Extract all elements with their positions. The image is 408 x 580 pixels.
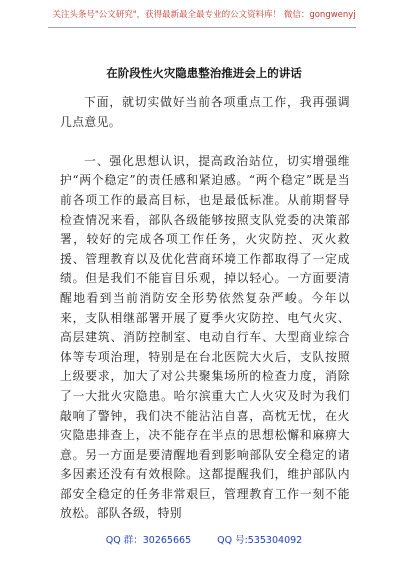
header-divider bbox=[48, 27, 356, 28]
paragraph-intro: 下面，就切实做好当前各项重点工作，我再强调几点意见。 bbox=[60, 95, 350, 129]
document-title: 在阶段性火灾隐患整治推进会上的讲话 bbox=[106, 66, 302, 80]
footer-qq-number: QQ 号:535304092 bbox=[217, 535, 303, 546]
header-banner: 关注头条号"公文研究"，获得最新最全最专业的公文资料库！ 微信：gongwenyj bbox=[52, 10, 356, 20]
footer-qq-group: QQ 群：30265665 bbox=[105, 535, 192, 546]
paragraph-section-one: 一、强化思想认识，提高政治站位，切实增强维护“两个稳定”的责任感和紧迫感。“两个稳定”既是当前各项工作的最高目标，也是最低标准。从前期督导检查情况来看，部队各级能够按照支队党委的决策部署，较好的完成各项工作任务，火灾防控、灭火救援、管理教育以及优化营商环境工作都取得了一定成绩。但是我们不能盲目乐观，掉以轻心。一方面要清醒地看到当前消防安全形势依然复杂严峻。今年以来，支队相继部署开展了夏季火灾防控、电气火灾、高层建筑、消防控制室、电动自行车、大型商业综合体等专项治理，特别是在台北医院大火后，支队按照上级要求，加大了对公共聚集场所的检查力度，消除了一大批火灾隐患。哈尔滨重大亡人火灾及时为我们敲响了警钟，我们决不能沾沾自喜，高枕无忧，在火灾隐患排查上，决不能存在半点的思想松懈和麻痹大意。另一方面是要清醒地看到影响部队安全稳定的诸多因素还没有有效根除。这都提醒我们，维护部队内部安全稳定的任务非常艰巨，管理教育工作一刻不能放松。部队各级，特别 bbox=[60, 153, 350, 521]
footer-contact bbox=[0, 534, 408, 548]
document-body bbox=[60, 93, 350, 524]
